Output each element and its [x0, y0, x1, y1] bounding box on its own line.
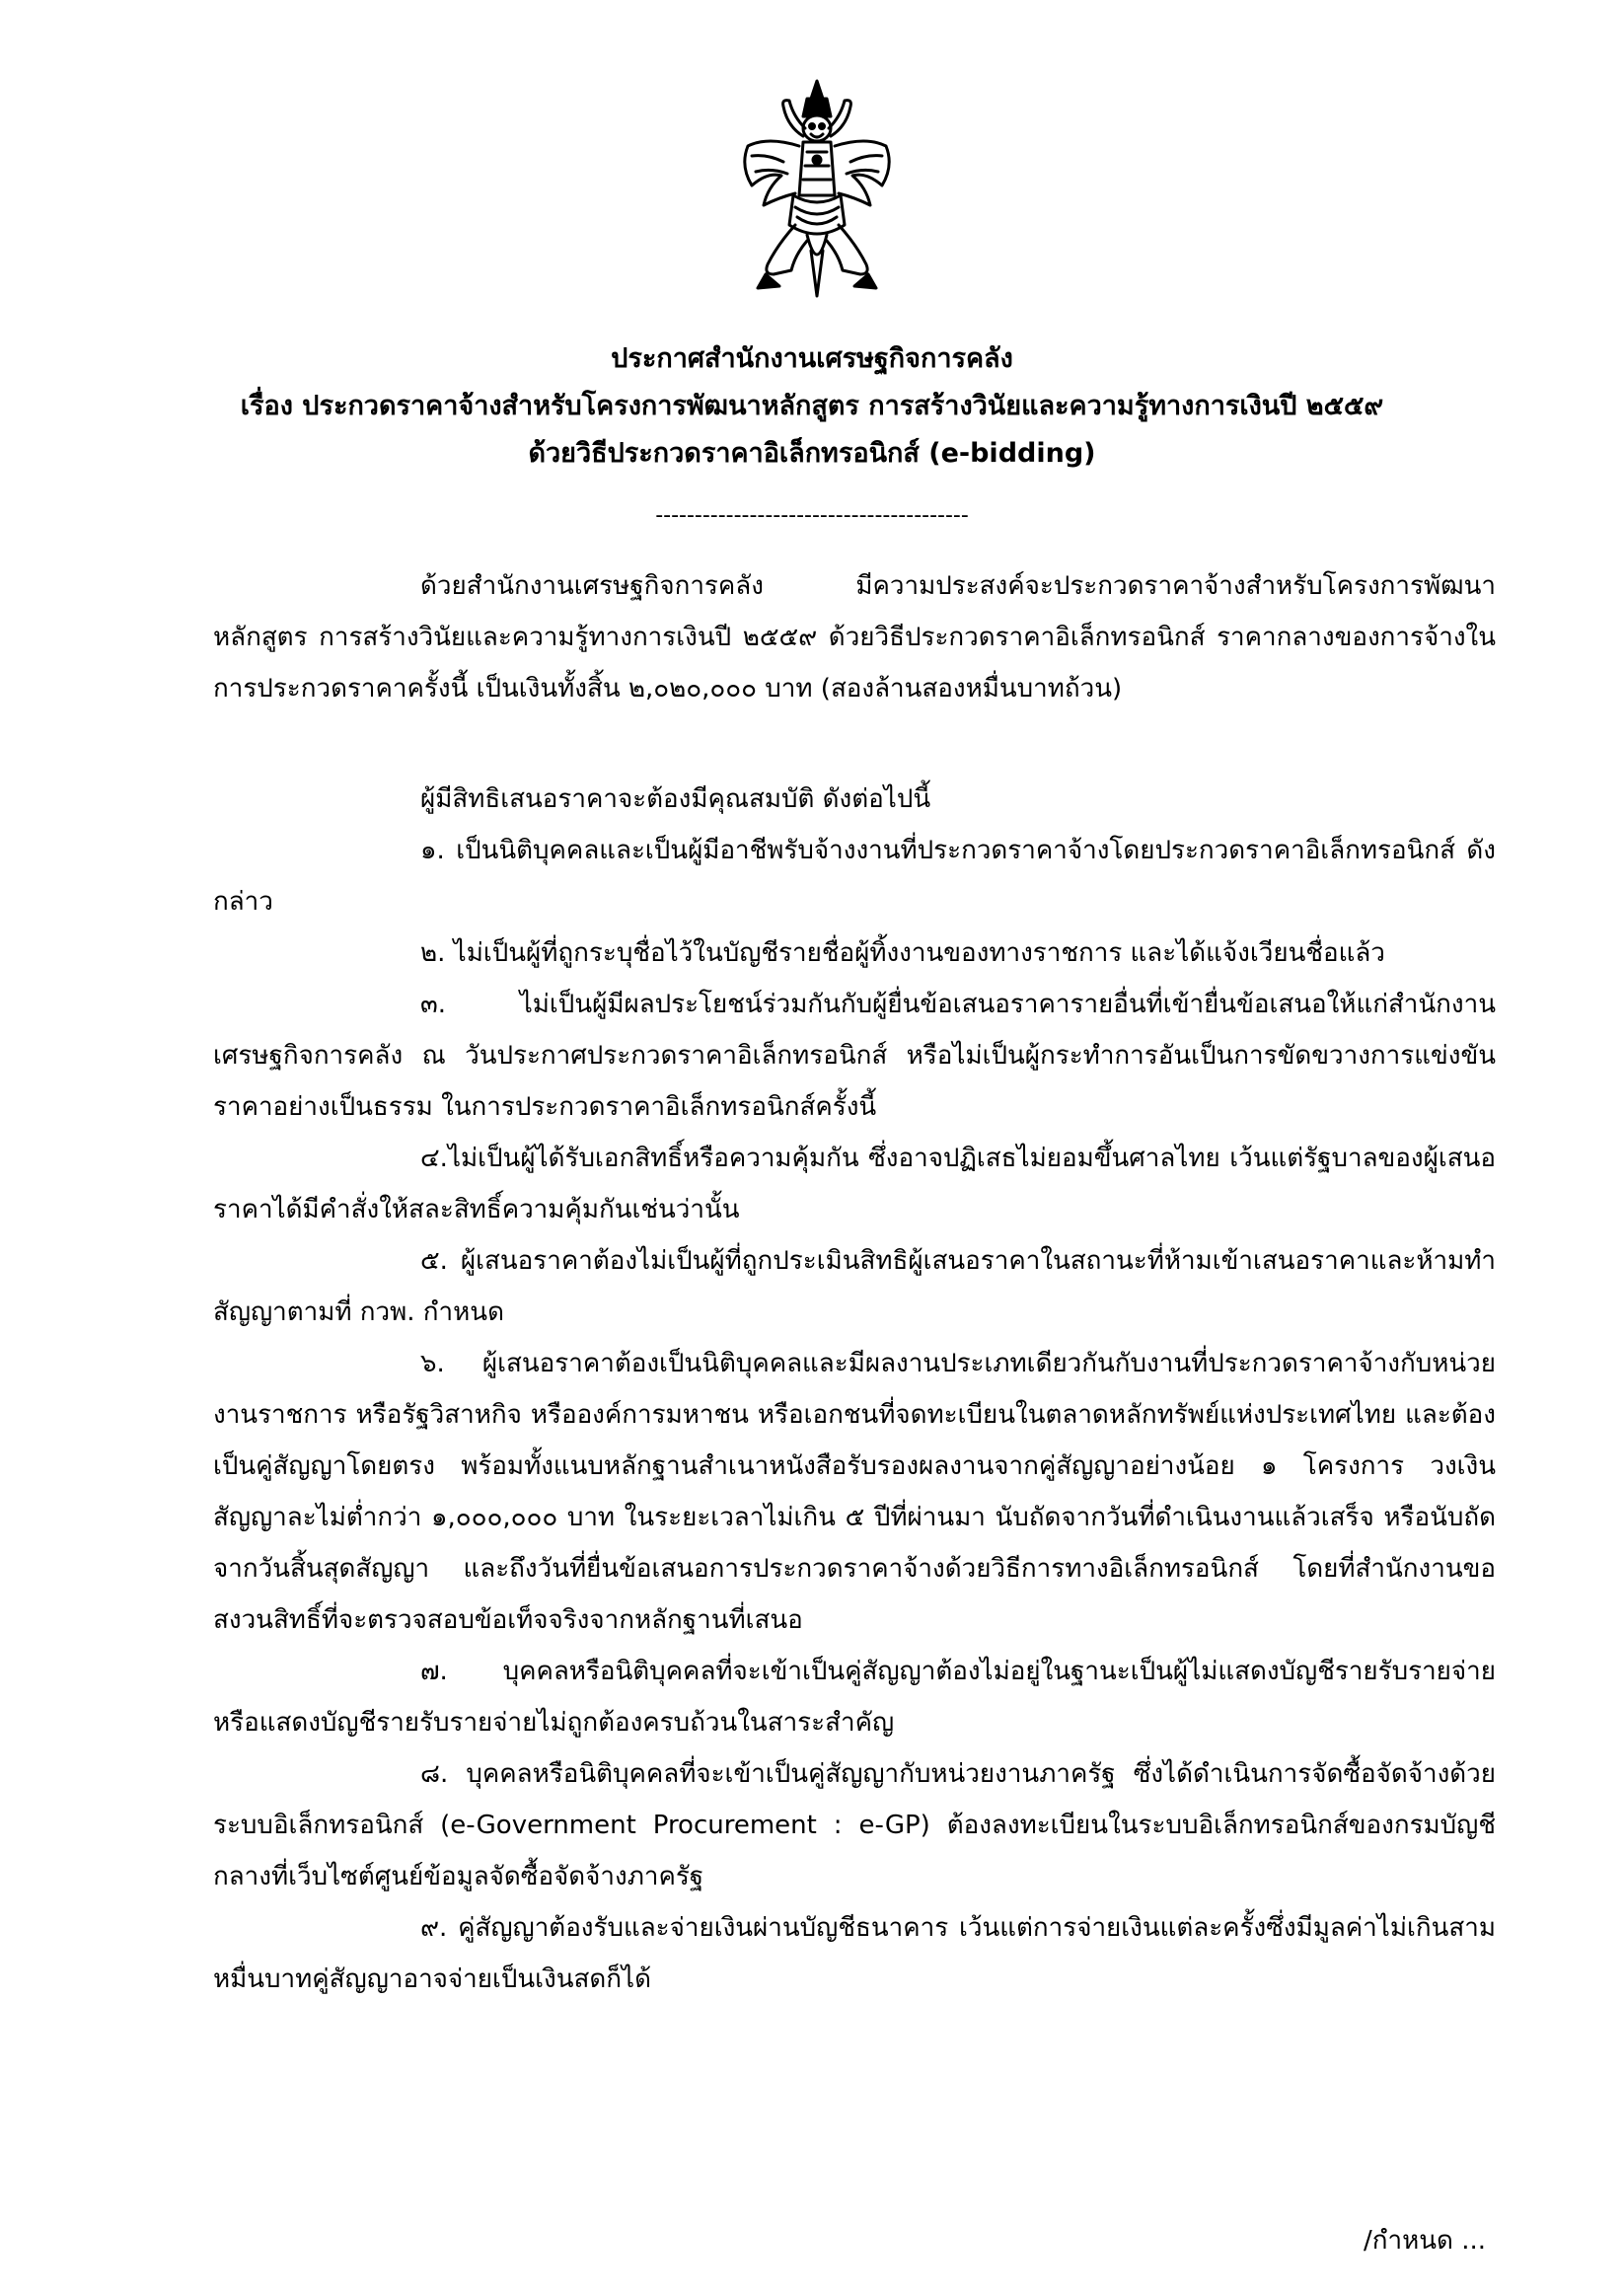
page-continuation-marker: /กำหนด ... [1364, 2226, 1486, 2256]
announcement-header [197, 335, 1427, 478]
header-divider: ---------------------------------------- [655, 503, 969, 528]
qualification-item-1: ๑. เป็นนิติบุคคลและเป็นผู้มีอาชีพรับจ้างงานที่ประกวดราคาจ้างโดยประกวดราคาอิเล็กทรอนิกส์ ดังกล่าว [213, 836, 1496, 917]
intro-paragraph: ด้วยสำนักงานเศรษฐกิจการคลัง มีความประสงค์จะประกวดราคาจ้างสำหรับโครงการพัฒนาหลักสูตร การสร้างวินัยและความรู้ทางการเงินปี ๒๕๕๙ ด้วยวิธีประกวดราคาอิเล็กทรอนิกส์ ราคากลางของการจ้างในการประกวดราคาครั้งนี้ เป็นเงินทั้งสิ้น ๒,๐๒๐,๐๐๐ บาท (สองล้านสองหมื่นบาทถ้วน) [213, 571, 1496, 704]
document-body [213, 560, 1496, 2005]
qualification-item-8: ๘. บุคคลหรือนิติบุคคลที่จะเข้าเป็นคู่สัญญากับหน่วยงานภาครัฐ ซึ่งได้ดำเนินการจัดซื้อจัดจ้างด้วยระบบอิเล็กทรอนิกส์ (e-Government Procurement : e-GP) ต้องลงทะเบียนในระบบอิเล็กทรอนิกส์ของกรมบัญชีกลางที่เว็บไซต์ศูนย์ข้อมูลจัดซื้อจัดจ้างภาครัฐ [213, 1759, 1496, 1891]
qualifications-heading: ผู้มีสิทธิเสนอราคาจะต้องมีคุณสมบัติ ดังต่อไปนี้ [420, 784, 931, 814]
garuda-emblem-icon [738, 77, 896, 304]
qualification-item-4: ๔.ไม่เป็นผู้ได้รับเอกสิทธิ์หรือความคุ้มกัน ซึ่งอาจปฏิเสธไม่ยอมขึ้นศาลไทย เว้นแต่รัฐบาลของผู้เสนอราคาได้มีคำสั่งให้สละสิทธิ์ความคุ้มกันเช่นว่านั้น [213, 1144, 1496, 1224]
qualification-item-9: ๙. คู่สัญญาต้องรับและจ่ายเงินผ่านบัญชีธนาคาร เว้นแต่การจ่ายเงินแต่ละครั้งซึ่งมีมูลค่าไม่เกินสามหมื่นบาทคู่สัญญาอาจจ่ายเป็นเงินสดก็ได้ [213, 1913, 1496, 1994]
issuer-title: ประกาศสำนักงานเศรษฐกิจการคลัง [611, 343, 1013, 374]
method-line: ด้วยวิธีประกวดราคาอิเล็กทรอนิกส์ (e-bidding) [528, 438, 1096, 469]
subject-line: เรื่อง ประกวดราคาจ้างสำหรับโครงการพัฒนาหลักสูตร การสร้างวินัยและความรู้ทางการเงินปี ๒๕๕๙ [240, 391, 1384, 421]
qualification-item-5: ๕. ผู้เสนอราคาต้องไม่เป็นผู้ที่ถูกประเมินสิทธิผู้เสนอราคาในสถานะที่ห้ามเข้าเสนอราคาและห้ามทำสัญญาตามที่ กวพ. กำหนด [213, 1246, 1496, 1327]
qualification-item-2: ๒. ไม่เป็นผู้ที่ถูกระบุชื่อไว้ในบัญชีรายชื่อผู้ทิ้งงานของทางราชการ และได้แจ้งเวียนชื่อแล้ว [420, 938, 1385, 968]
qualification-item-6: ๖. ผู้เสนอราคาต้องเป็นนิติบุคคลและมีผลงานประเภทเดียวกันกับงานที่ประกวดราคาจ้างกับหน่วยงานราชการ หรือรัฐวิสาหกิจ หรือองค์การมหาชน หรือเอกชนที่จดทะเบียนในตลาดหลักทรัพย์แห่งประเทศไทย และต้องเป็นคู่สัญญาโดยตรง พร้อมทั้งแนบหลักฐานสำเนาหนังสือรับรองผลงานจากคู่สัญญาอย่างน้อย ๑ โครงการ วงเงินสัญญาละไม่ต่ำกว่า ๑,๐๐๐,๐๐๐ บาท ในระยะเวลาไม่เกิน ๕ ปีที่ผ่านมา นับถัดจากวันที่ดำเนินงานแล้วเสร็จ หรือนับถัดจากวันสิ้นสุดสัญญา และถึงวันที่ยื่นข้อเสนอการประกวดราคาจ้างด้วยวิธีการทางอิเล็กทรอนิกส์ โดยที่สำนักงานขอสงวนสิทธิ์ที่จะตรวจสอบข้อเท็จจริงจากหลักฐานที่เสนอ [213, 1349, 1496, 1635]
qualification-item-7: ๗. บุคคลหรือนิติบุคคลที่จะเข้าเป็นคู่สัญญาต้องไม่อยู่ในฐานะเป็นผู้ไม่แสดงบัญชีรายรับรายจ่าย หรือแสดงบัญชีรายรับรายจ่ายไม่ถูกต้องครบถ้วนในสาระสำคัญ [213, 1657, 1496, 1738]
qualification-item-3: ๓. ไม่เป็นผู้มีผลประโยชน์ร่วมกันกับผู้ยื่นข้อเสนอราคารายอื่นที่เข้ายื่นข้อเสนอให้แก่สำนักงานเศรษฐกิจการคลัง ณ วันประกาศประกวดราคาอิเล็กทรอนิกส์ หรือไม่เป็นผู้กระทำการอันเป็นการขัดขวางการแข่งขันราคาอย่างเป็นธรรม ในการประกวดราคาอิเล็กทรอนิกส์ครั้งนี้ [213, 990, 1496, 1122]
